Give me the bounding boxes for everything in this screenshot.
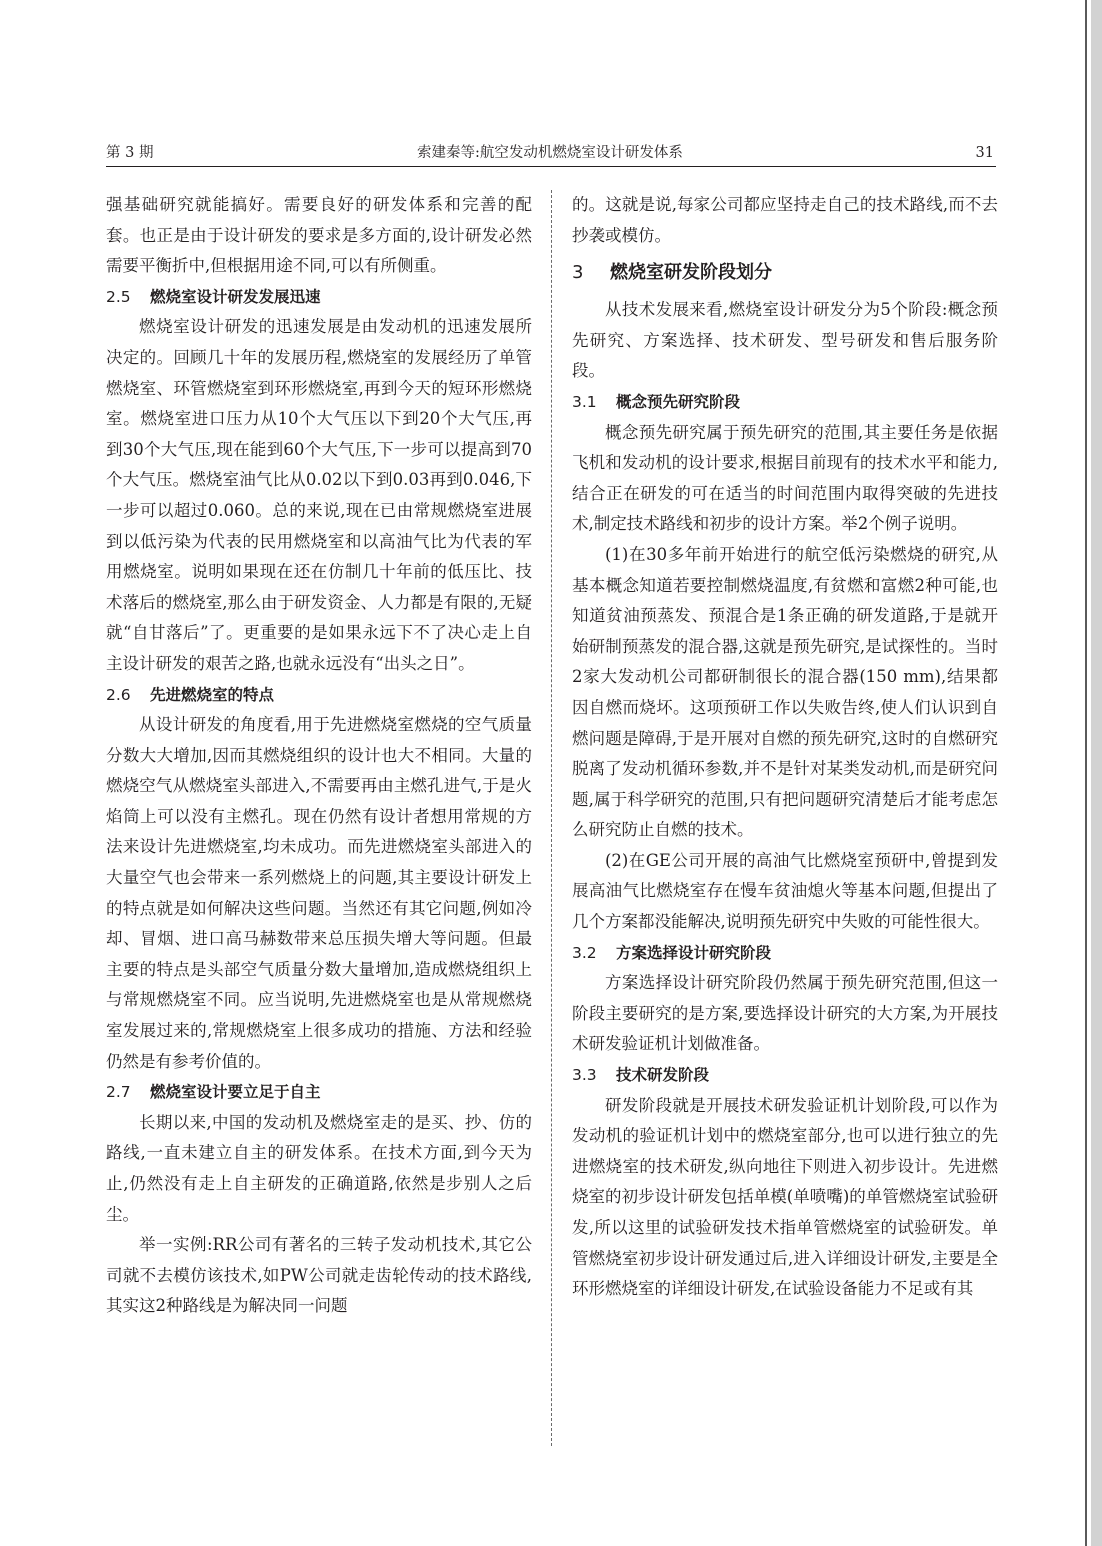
subsection-heading	[106, 282, 532, 313]
paragraph: 燃烧室设计研发的迅速发展是由发动机的迅速发展所决定的。回顾几十年的发展历程,燃烧室的发展经历了单管燃烧室、环管燃烧室到环形燃烧室,再到今天的短环形燃烧室。燃烧室进口压力从10个大气压以下到20个大气压,再到30个大气压,现在能到60个大气压,下一步可以提高到70个大气压。燃烧室油气比从0.02以下到0.03再到0.046,下一步可以超过0.060。总的来说,现在已由常规燃烧室进展到以低污染为代表的民用燃烧室和以高油气比为代表的军用燃烧室。说明如果现在还在仿制几十年前的低压比、技术落后的燃烧室,那么由于研发资金、人力都是有限的,无疑就“自甘落后”了。更重要的是如果永远下不了决心走上自主设计研发的艰苦之路,也就永远没有“出头之日”。	[106, 317, 532, 673]
heading-text: 技术研发阶段	[616, 1066, 710, 1085]
issue-number: 第 3 期	[106, 145, 154, 161]
subsection-heading	[106, 1077, 532, 1108]
paragraph: 概念预先研究属于预先研究的范围,其主要任务是依据飞机和发动机的设计要求,根据目前现有的技术水平和能力,结合正在研发的可在适当的时间范围内取得突破的先进技术,制定技术路线和初步的设计方案。举2个例子说明。	[572, 422, 998, 534]
paragraph: 强基础研究就能搞好。需要良好的研发体系和完善的配套。也正是由于设计研发的要求是多方面的,设计研发必然需要平衡折中,但根据用途不同,可以有所侧重。	[106, 195, 532, 276]
section-heading	[572, 257, 998, 289]
heading-number: 2.5	[106, 287, 131, 306]
heading-text: 燃烧室研发阶段划分	[610, 262, 772, 284]
heading-number: 3	[572, 262, 584, 284]
heading-number: 3.3	[572, 1066, 597, 1085]
heading-number: 2.6	[106, 685, 131, 704]
heading-number: 3.1	[572, 392, 597, 411]
page-edge-shadow	[1091, 0, 1102, 1546]
paragraph: (2)在GE公司开展的高油气比燃烧室预研中,曾提到发展高油气比燃烧室存在慢车贫油熄火等基本问题,但提出了几个方案都没能解决,说明预先研究中失败的可能性很大。	[572, 850, 998, 932]
heading-text: 先进燃烧室的特点	[150, 685, 275, 704]
heading-text: 燃烧室设计研发发展迅速	[150, 287, 321, 306]
paragraph: 从设计研发的角度看,用于先进燃烧室燃烧的空气质量分数大大增加,因而其燃烧组织的设计也大不相同。大量的燃烧空气从燃烧室头部进入,不需要再由主燃孔进气,于是火焰筒上可以没有主燃孔。现在仍然有设计者想用常规的方法来设计先进燃烧室,均未成功。而先进燃烧室头部进入的大量空气也会带来一系列燃烧上的问题,其主要设计研发上的特点就是如何解决这些问题。当然还有其它问题,例如冷却、冒烟、进口高马赫数带来总压损失增大等问题。但最主要的特点是头部空气质量分数大量增加,造成燃烧组织上与常规燃烧室不同。应当说明,先进燃烧室也是从常规燃烧室发展过来的,常规燃烧室上很多成功的措施、方法和经验仍然是有参考价值的。	[106, 715, 532, 1071]
page-number: 31	[975, 145, 994, 161]
paragraph: 举一实例:RR公司有著名的三转子发动机技术,其它公司就不去模仿该技术,如PW公司就走齿轮传动的技术路线,其实这2种路线是为解决同一问题	[106, 1235, 532, 1316]
right-column	[572, 190, 998, 1305]
paragraph: 的。这就是说,每家公司都应坚持走自己的技术路线,而不去抄袭或模仿。	[572, 195, 998, 245]
page-edge-line	[1085, 0, 1087, 1546]
subsection-heading	[572, 1060, 998, 1091]
running-header	[106, 142, 994, 164]
paragraph: 方案选择设计研究阶段仍然属于预先研究范围,但这一阶段主要研究的是方案,要选择设计研究的大方案,为开展技术研发验证机计划做准备。	[572, 973, 998, 1054]
paragraph: 研发阶段就是开展技术研发验证机计划阶段,可以作为发动机的验证机计划中的燃烧室部分,也可以进行独立的先进燃烧室的技术研发,纵向地往下则进入初步设计。先进燃烧室的初步设计研发包括单模(单喷嘴)的单管燃烧室试验研发,所以这里的试验研发技术指单管燃烧室的试验研发。单管燃烧室初步设计研发通过后,进入详细设计研发,主要是全环形燃烧室的详细设计研发,在试验设备能力不足或有其	[572, 1095, 998, 1299]
running-title: 索建秦等:航空发动机燃烧室设计研发体系	[417, 145, 683, 161]
heading-text: 方案选择设计研究阶段	[616, 943, 772, 962]
column-divider	[551, 190, 552, 1446]
paragraph: 长期以来,中国的发动机及燃烧室走的是买、抄、仿的路线,一直未建立自主的研发体系。在技术方面,到今天为止,仍然没有走上自主研发的正确道路,依然是步别人之后尘。	[106, 1112, 532, 1224]
paragraph: 从技术发展来看,燃烧室设计研发分为5个阶段:概念预先研究、方案选择、技术研发、型号研发和售后服务阶段。	[572, 300, 998, 381]
heading-number: 2.7	[106, 1083, 131, 1102]
header-rule	[106, 166, 996, 167]
paragraph: (1)在30多年前开始进行的航空低污染燃烧的研究,从基本概念知道若要控制燃烧温度,有贫燃和富燃2种可能,也知道贫油预蒸发、预混合是1条正确的研发道路,于是就开始研制预蒸发的混合器,这就是预先研究,是试探性的。当时2家大发动机公司都研制很长的混合器(150 mm),结果都因自燃而烧坏。这项预研工作以失败告终,使人们认识到自燃问题是障碍,于是开展对自燃的预先研究,这时的自燃研究脱离了发动机循环参数,并不是针对某类发动机,而是研究问题,属于科学研究的范围,只有把问题研究清楚后才能考虑怎么研究防止自燃的技术。	[572, 544, 998, 840]
heading-text: 概念预先研究阶段	[616, 392, 741, 411]
heading-text: 燃烧室设计要立足于自主	[150, 1083, 321, 1102]
subsection-heading	[106, 680, 532, 711]
subsection-heading	[572, 387, 998, 418]
subsection-heading	[572, 938, 998, 969]
left-column	[106, 190, 532, 1322]
heading-number: 3.2	[572, 943, 597, 962]
